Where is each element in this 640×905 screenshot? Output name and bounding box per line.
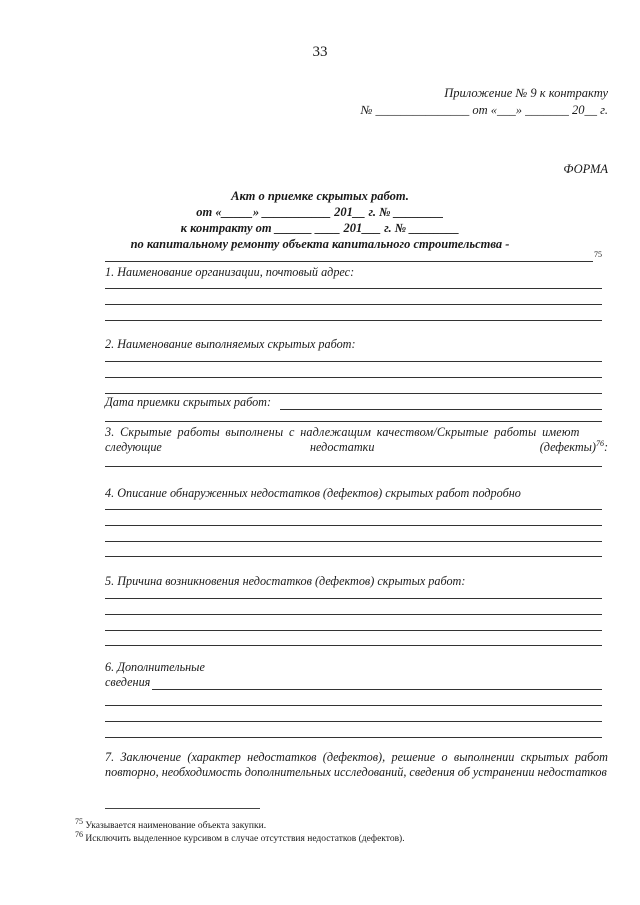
section-1-line[interactable] <box>105 320 602 321</box>
section-4-line[interactable] <box>105 525 602 526</box>
section-3-text: 3. Скрытые работы выполнены с надлежащим качеством/Скрытые работы имеют <box>105 425 580 439</box>
acceptance-date-line-2[interactable] <box>105 421 602 422</box>
footnote-76 <box>75 829 405 845</box>
section-2-line[interactable] <box>105 361 602 362</box>
act-object: по капитальному ремонту объекта капитального строительства - <box>130 237 510 251</box>
section-3-line[interactable] <box>105 466 602 467</box>
section-3-word-3 <box>540 440 608 455</box>
section-3-line-2 <box>105 440 608 456</box>
footnote-76-text: Исключить выделенное курсивом в случае отсутствия недостатков (дефектов). <box>83 834 405 844</box>
section-6-line[interactable] <box>105 721 602 722</box>
footnote-76-number: 76 <box>75 829 83 839</box>
form-label: ФОРМА <box>563 162 608 176</box>
footnote-75-number: 75 <box>75 816 83 826</box>
section-6-label-2: сведения <box>105 675 151 689</box>
section-6-line[interactable] <box>105 737 602 738</box>
contract-reference: № _______________ от «___» _______ 20__ г. <box>360 103 608 117</box>
acceptance-date-label: Дата приемки скрытых работ: <box>105 395 272 409</box>
object-name-line[interactable] <box>105 261 593 262</box>
acceptance-date-line[interactable] <box>280 409 602 410</box>
section-4-line[interactable] <box>105 509 602 510</box>
section-2-line[interactable] <box>105 393 602 394</box>
section-5-label: 5. Причина возникновения недостатков (дефектов) скрытых работ: <box>105 574 466 588</box>
section-1-line[interactable] <box>105 304 602 305</box>
page-number: 33 <box>312 44 328 60</box>
section-5-line[interactable] <box>105 598 602 599</box>
section-6-label: 6. Дополнительные <box>105 660 205 674</box>
section-3-line-1 <box>105 425 608 440</box>
section-5-line[interactable] <box>105 630 602 631</box>
section-3-colon: : <box>603 440 608 454</box>
appendix-label: Приложение № 9 к контракту <box>444 86 608 100</box>
footnote-75 <box>75 816 267 832</box>
act-title: Акт о приемке скрытых работ. <box>231 189 409 203</box>
section-7-label: 7. Заключение (характер недостатков (дефектов), решение о выполнении скрытых работ повторно, необходимость дополнительных исследований, сведения об устранении недостатков <box>105 750 608 779</box>
section-1-label: 1. Наименование организации, почтовый адрес: <box>105 265 355 279</box>
footnote-75-text: Указывается наименование объекта закупки. <box>83 821 267 831</box>
section-1-line[interactable] <box>105 288 602 289</box>
section-4-label: 4. Описание обнаруженных недостатков (дефектов) скрытых работ подробно <box>105 486 521 500</box>
footnote-separator <box>105 808 260 809</box>
section-4-line[interactable] <box>105 556 602 557</box>
section-2-label: 2. Наименование выполняемых скрытых работ: <box>105 337 356 351</box>
section-6-line[interactable] <box>105 705 602 706</box>
section-3-word-1: следующие <box>105 440 162 454</box>
act-contract-ref: к контракту от ______ ____ 201___ г. № ________ <box>180 221 460 235</box>
section-3-defects: (дефекты) <box>539 440 596 454</box>
section-4-line[interactable] <box>105 541 602 542</box>
act-date-number: от «_____» ___________ 201__ г. № ________ <box>196 205 444 219</box>
section-6-line[interactable] <box>152 689 602 690</box>
section-2-line[interactable] <box>105 377 602 378</box>
section-5-line[interactable] <box>105 614 602 615</box>
footnote-ref-75: 75 <box>594 250 602 259</box>
section-3-word-2: недостатки <box>310 440 375 454</box>
section-5-line[interactable] <box>105 645 602 646</box>
footnote-ref-76: 76 <box>595 438 604 448</box>
